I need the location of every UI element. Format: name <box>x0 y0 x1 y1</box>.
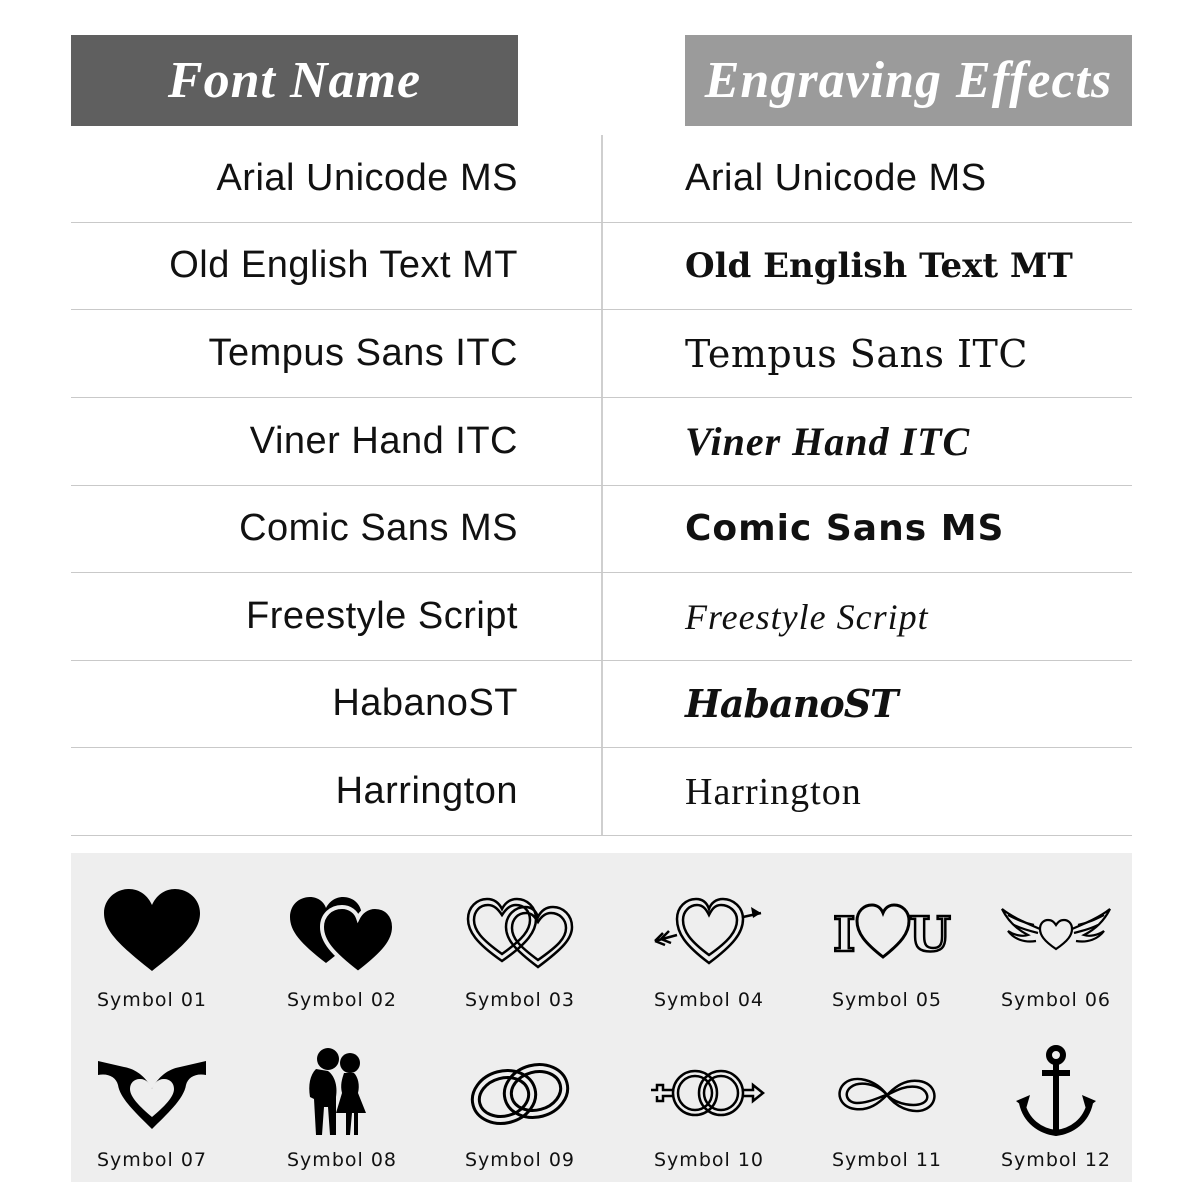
symbol-item <box>981 1023 1131 1173</box>
letter-i: I <box>833 907 856 963</box>
two-hearts-icon <box>286 885 398 981</box>
symbol-item <box>267 863 417 1013</box>
winged-heart-icon <box>1000 885 1112 981</box>
symbol-label: Symbol 03 <box>465 989 575 1011</box>
font-name: HabanoST <box>332 682 518 724</box>
font-row <box>71 660 1132 748</box>
symbol-label: Symbol 08 <box>287 1149 397 1171</box>
symbol-item <box>445 1023 595 1173</box>
font-row <box>71 135 1132 223</box>
wedding-rings-icon <box>464 1045 576 1141</box>
symbol-label: Symbol 04 <box>654 989 764 1011</box>
heart-arrow-icon <box>653 885 765 981</box>
heart-icon <box>96 885 208 981</box>
kissing-kids-icon <box>286 1045 398 1141</box>
font-table <box>71 135 1132 836</box>
engraving-effect: Tempus Sans ITC <box>685 331 1028 376</box>
symbol-item <box>445 863 595 1013</box>
font-name: Comic Sans MS <box>239 507 518 549</box>
engraving-effect: Viner Hand ITC <box>685 419 971 464</box>
symbol-label: Symbol 10 <box>654 1149 764 1171</box>
font-row <box>71 310 1132 398</box>
symbol-item <box>634 1023 784 1173</box>
font-name: Viner Hand ITC <box>249 420 518 462</box>
outline-two-hearts-icon <box>464 885 576 981</box>
font-row <box>71 222 1132 310</box>
symbol-label: Symbol 06 <box>1001 989 1111 1011</box>
font-row <box>71 573 1132 661</box>
font-name: Old English Text MT <box>169 244 518 286</box>
font-name: Freestyle Script <box>246 595 518 637</box>
hands-heart-icon <box>96 1045 208 1141</box>
font-row <box>71 748 1132 836</box>
font-row <box>71 398 1132 486</box>
engraving-effect: HabanoST <box>685 681 898 726</box>
symbol-label: Symbol 02 <box>287 989 397 1011</box>
symbol-item <box>812 1023 962 1173</box>
symbol-label: Symbol 05 <box>832 989 942 1011</box>
symbol-item <box>634 863 784 1013</box>
symbols-panel <box>71 853 1132 1182</box>
engraving-effect: Arial Unicode MS <box>685 157 987 199</box>
letter-u: U <box>909 907 951 963</box>
font-row <box>71 485 1132 573</box>
symbol-item <box>77 1023 227 1173</box>
symbol-item <box>267 1023 417 1173</box>
symbol-label: Symbol 01 <box>97 989 207 1011</box>
font-name-header: Font Name <box>71 35 518 126</box>
symbol-item <box>812 863 962 1013</box>
symbol-item <box>981 863 1131 1013</box>
symbol-label: Symbol 12 <box>1001 1149 1111 1171</box>
engraving-effect: Comic Sans MS <box>685 508 1005 549</box>
symbol-item <box>77 863 227 1013</box>
anchor-icon <box>1000 1045 1112 1141</box>
symbol-label: Symbol 09 <box>465 1149 575 1171</box>
font-name: Harrington <box>335 770 518 812</box>
engraving-effect: Harrington <box>685 770 862 813</box>
symbol-label: Symbol 07 <box>97 1149 207 1171</box>
infinity-icon <box>831 1045 943 1141</box>
symbol-label: Symbol 11 <box>832 1149 942 1171</box>
font-name: Arial Unicode MS <box>216 157 518 199</box>
engraving-effects-header: Engraving Effects <box>685 35 1132 126</box>
engraving-effect: Old English Text MT <box>685 245 1073 286</box>
font-name: Tempus Sans ITC <box>208 332 518 374</box>
gender-rings-icon <box>653 1045 765 1141</box>
i-love-u-icon <box>831 885 951 981</box>
engraving-effect: Freestyle Script <box>685 596 929 637</box>
